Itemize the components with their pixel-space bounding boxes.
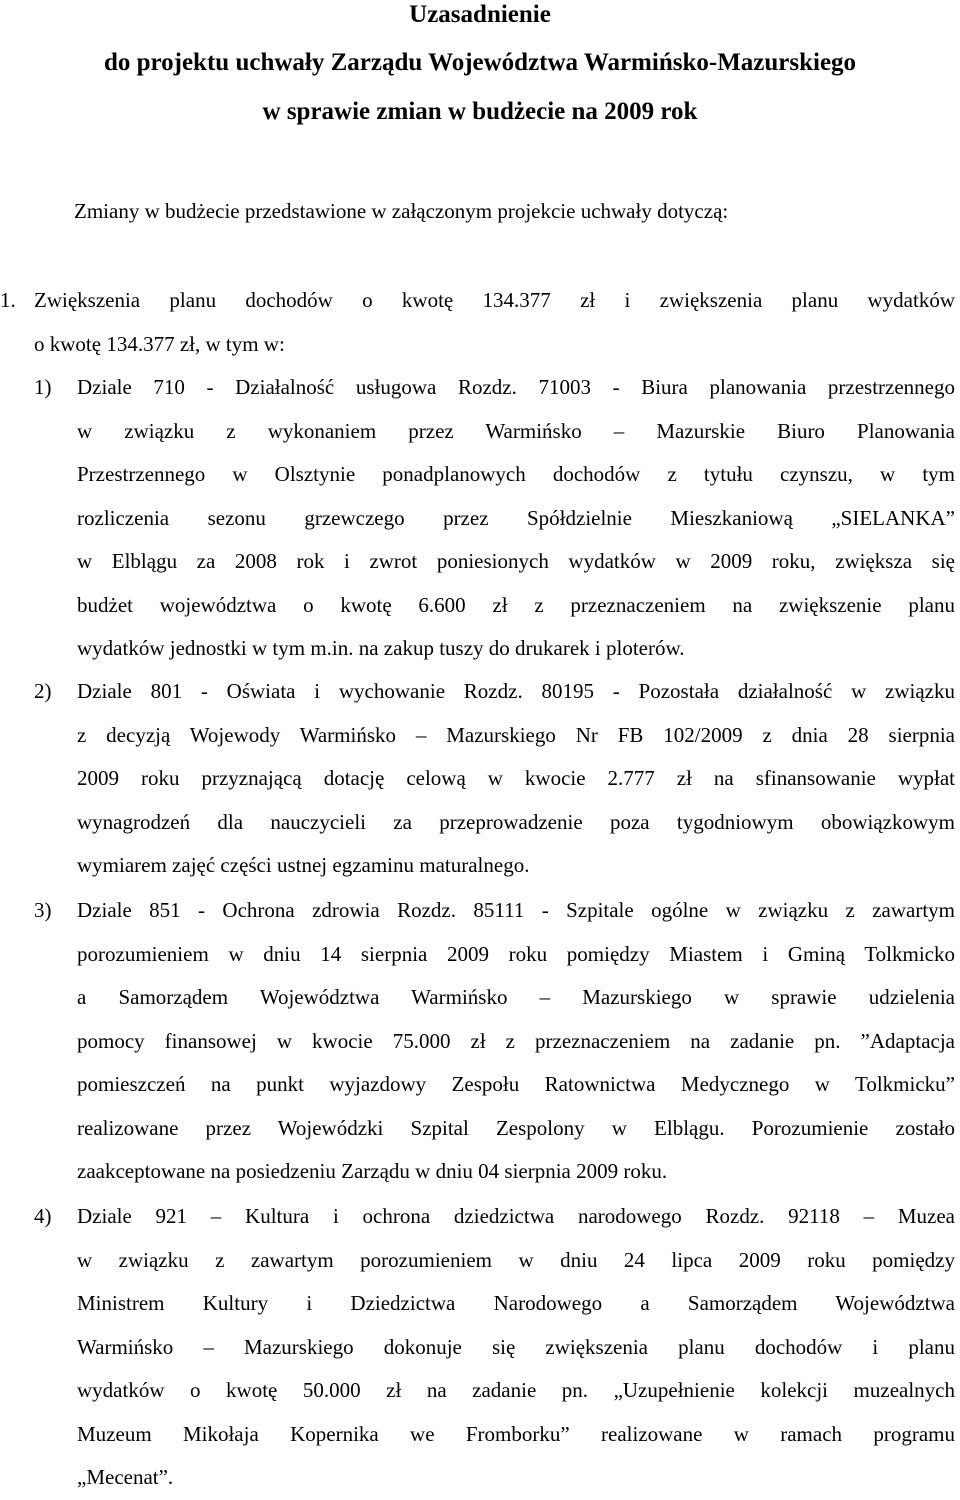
item-1-line: w związku z wykonaniem przez Warmińsko – Mazurskie Biuro Planowania <box>77 418 955 443</box>
item-4-line: Warmińsko – Mazurskiego dokonuje się zwiększenia planu dochodów i planu <box>77 1334 955 1359</box>
item-2-line: wynagrodzeń dla nauczycieli za przeprowadzenie poza tygodniowym obowiązkowym <box>77 809 955 834</box>
item-1-line: w Elblągu za 2008 rok i zwrot poniesionych wydatków w 2009 roku, zwiększa się <box>77 549 955 573</box>
document-subtitle: do projektu uchwały Zarządu Województwa Warmińsko-Mazurskiego <box>103 49 857 76</box>
item-1-marker: 1) <box>34 375 52 399</box>
item-4-line: Ministrem Kultury i Dziedzictwa Narodowego a Samorządem Województwa <box>77 1291 955 1315</box>
section-1-paragraph <box>34 279 955 366</box>
item-4-marker: 4) <box>34 1204 52 1228</box>
item-1-paragraph <box>77 366 955 671</box>
item-3-line: pomieszczeń na punkt wyjazdowy Zespołu Ratownictwa Medycznego w Tolkmicku” <box>77 1072 955 1096</box>
item-2-line: Dziale 801 - Oświata i wychowanie Rozdz. 80195 - Pozostała działalność w związku <box>77 679 955 703</box>
section-1-line: o kwotę 134.377 zł, w tym w: <box>34 331 285 356</box>
item-4-line: Dziale 921 – Kultura i ochrona dziedzictwa narodowego Rozdz. 92118 – Muzea <box>77 1204 955 1228</box>
item-3-line: Dziale 851 - Ochrona zdrowia Rozdz. 85111 - Szpitale ogólne w związku z zawartym <box>77 898 955 922</box>
item-2-paragraph <box>77 670 955 888</box>
item-2-marker: 2) <box>34 679 52 703</box>
item-4-line: Muzeum Mikołaja Kopernika we Fromborku” realizowane w ramach programu <box>77 1421 955 1446</box>
item-4-line: „Mecenat”. <box>77 1465 174 1489</box>
item-3-line: zaakceptowane na posiedzeniu Zarządu w dniu 04 sierpnia 2009 roku. <box>77 1159 668 1183</box>
item-1-line: budżet województwa o kwotę 6.600 zł z przeznaczeniem na zwiększenie planu <box>77 592 955 617</box>
document-subject: w sprawie zmian w budżecie na 2009 rok <box>262 98 698 125</box>
item-3-marker: 3) <box>34 898 52 922</box>
item-2-line: z decyzją Wojewody Warmińsko – Mazurskiego Nr FB 102/2009 z dnia 28 sierpnia <box>77 722 955 747</box>
item-3-line: pomocy finansowej w kwocie 75.000 zł z przeznaczeniem na zadanie pn. ”Adaptacja <box>77 1028 955 1053</box>
item-1-line: Przestrzennego w Olsztynie ponadplanowych dochodów z tytułu czynszu, w tym <box>77 462 955 486</box>
item-3-line: a Samorządem Województwa Warmińsko – Mazurskiego w sprawie udzielenia <box>77 985 955 1009</box>
item-4-paragraph <box>77 1195 955 1500</box>
item-3-line: realizowane przez Wojewódzki Szpital Zespolony w Elblągu. Porozumienie zostało <box>77 1115 955 1140</box>
item-1-line: rozliczenia sezonu grzewczego przez Spółdzielnie Mieszkaniową „SIELANKA” <box>77 505 955 530</box>
item-1-line: wydatków jednostki w tym m.in. na zakup tuszy do drukarek i ploterów. <box>77 636 685 660</box>
item-1-line: Dziale 710 - Działalność usługowa Rozdz. 71003 - Biura planowania przestrzennego <box>77 375 955 399</box>
section-1-line: Zwiększenia planu dochodów o kwotę 134.377 zł i zwiększenia planu wydatków <box>34 288 955 312</box>
intro-paragraph: Zmiany w budżecie przedstawione w załączonym projekcie uchwały dotyczą: <box>74 199 729 223</box>
item-4-line: w związku z zawartym porozumieniem w dniu 24 lipca 2009 roku pomiędzy <box>77 1247 955 1272</box>
document-title: Uzasadnienie <box>409 1 551 28</box>
section-1-number: 1. <box>0 288 16 312</box>
item-2-line: 2009 roku przyznającą dotację celową w kwocie 2.777 zł na sfinansowanie wypłat <box>77 766 955 790</box>
item-3-line: porozumieniem w dniu 14 sierpnia 2009 roku pomiędzy Miastem i Gminą Tolkmicko <box>77 941 955 966</box>
item-2-line: wymiarem zajęć części ustnej egzaminu maturalnego. <box>77 853 530 877</box>
item-3-paragraph <box>77 889 955 1194</box>
item-4-line: wydatków o kwotę 50.000 zł na zadanie pn. „Uzupełnienie kolekcji muzealnych <box>77 1378 955 1402</box>
